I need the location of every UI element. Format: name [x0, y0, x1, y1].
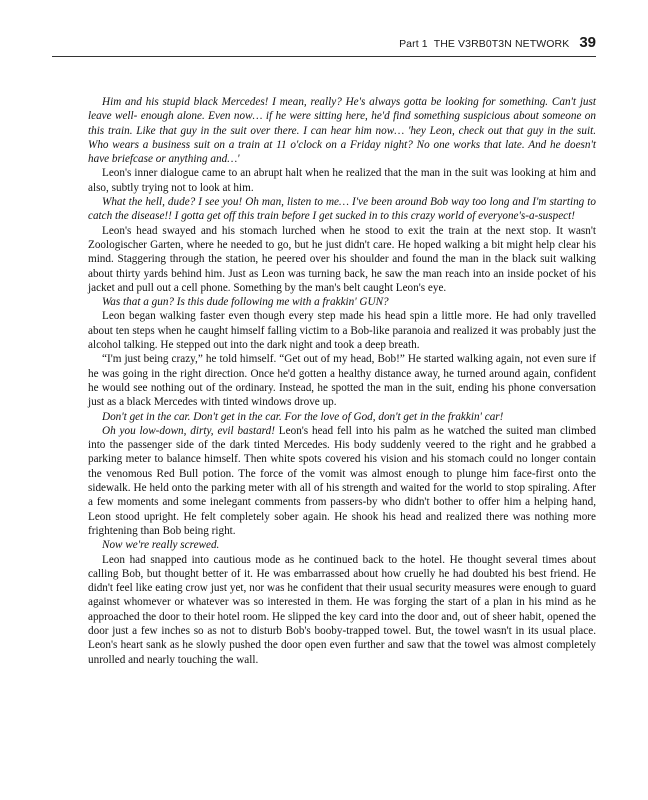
paragraph-text: Leon's head fell into his palm as he watched the suited man climbed into the passenger side of the dark tinted Mercedes. His body suddenly veered to the right and he grabbed a parking meter to balance himself. Then white spots covered his vision and his stomach could no longer contain the venomous Red Bull potion. The force of the vomit was almost enough to plunge him face-first onto the sidewalk. He held onto the parking meter with all of his strength and waited for the world to stop spiraling. After a few moments and some inelegant comments from passers-by who didn't bother to offer him a helping hand, Leon stood upright. He felt completely sober again. He shook his head and realized there was nothing more frightening than Bob being right.	[88, 424, 596, 537]
running-header	[399, 34, 596, 51]
paragraph: Him and his stupid black Mercedes! I mean, really? He's always gotta be looking for something. Can't just leave well- enough alone. Even now… if he were sitting here, he'd find something suspicious about someone on this train. Like that guy in the suit over there. I can hear him now… 'hey Leon, check out that guy in the suit. Who wears a business suit on a train at 11 o'clock on a Friday night? No one works that late. And he doesn't have briefcase or anything and…'	[88, 96, 596, 166]
page-number: 39	[579, 34, 596, 51]
paragraph: What the hell, dude? I see you! Oh man, listen to me… I've been around Bob way too long and I'm starting to catch the disease!! I gotta get off this train before I get sucked in to this crazy world of everyone's-a-suspect!	[88, 196, 596, 223]
paragraph: Leon's head swayed and his stomach lurched when he stood to exit the train at the next stop. It wasn't Zoologischer Garten, where he needed to go, but he just didn't care. He hoped walking a bit might help clear his mind. Staggering through the station, he peered over his shoulder and found the man in the black suit walking about thirty yards behind him. Just as Leon was turning back, he saw the man reach into an inside pocket of his jacket and pull out a cell phone. Something by the man's belt caught Leon's eye.	[88, 224, 596, 294]
paragraph: Leon had snapped into cautious mode as he continued back to the hotel. He thought several times about calling Bob, but thought better of it. He was embarrassed about how cruelly he had doubted his best friend. He didn't feel like eating crow just yet, nor was he confident that their usual security measures were enough to guard against whomever or whatever was so interested in them. He was forging the start of a plan in his mind as he approached the door to their hotel room. He slipped the key card into the door and, out of sheer habit, opened the door just a few inches so as not to disturb Bob's booby-trapped towel. But, the towel wasn't in its usual place. Leon's heart sank as he slowly pushed the door open even further and saw that the towel was almost completely unrolled and nearly touching the wall.	[88, 553, 596, 666]
paragraph: “I'm just being crazy,” he told himself. “Get out of my head, Bob!” He started walking again, not even sure if he was going in the right direction. Once he'd gotten a healthy distance away, he turned around again, confident he would see nothing out of the ordinary. Instead, he spotted the man in the suit, ending his phone conversation just as a black Mercedes with tinted windows drove up.	[88, 353, 596, 409]
paragraph: Was that a gun? Is this dude following me with a frakkin' GUN?	[102, 296, 389, 309]
body-text	[88, 95, 596, 667]
paragraph-italic-lead: Oh you low-down, dirty, evil bastard!	[102, 424, 275, 437]
paragraph: Now we're really screwed.	[102, 539, 220, 552]
paragraph	[88, 424, 596, 538]
paragraph: Don't get in the car. Don't get in the car. For the love of God, don't get in the frakkin' car!	[102, 410, 504, 423]
book-title: THE V3RB0T3N NETWORK	[433, 38, 570, 50]
paragraph: Leon began walking faster even though every step made his head spin a little more. He had only travelled about ten steps when he caught himself falling victim to a Bob-like paranoia and realized it was probably just the alcohol talking. He stepped out into the dark night and took a deep breath.	[88, 310, 596, 352]
part-label: Part 1	[399, 38, 428, 50]
header-rule	[52, 56, 596, 57]
paragraph: Leon's inner dialogue came to an abrupt halt when he realized that the man in the suit was looking at him and also, subtly trying not to look at him.	[88, 167, 596, 194]
